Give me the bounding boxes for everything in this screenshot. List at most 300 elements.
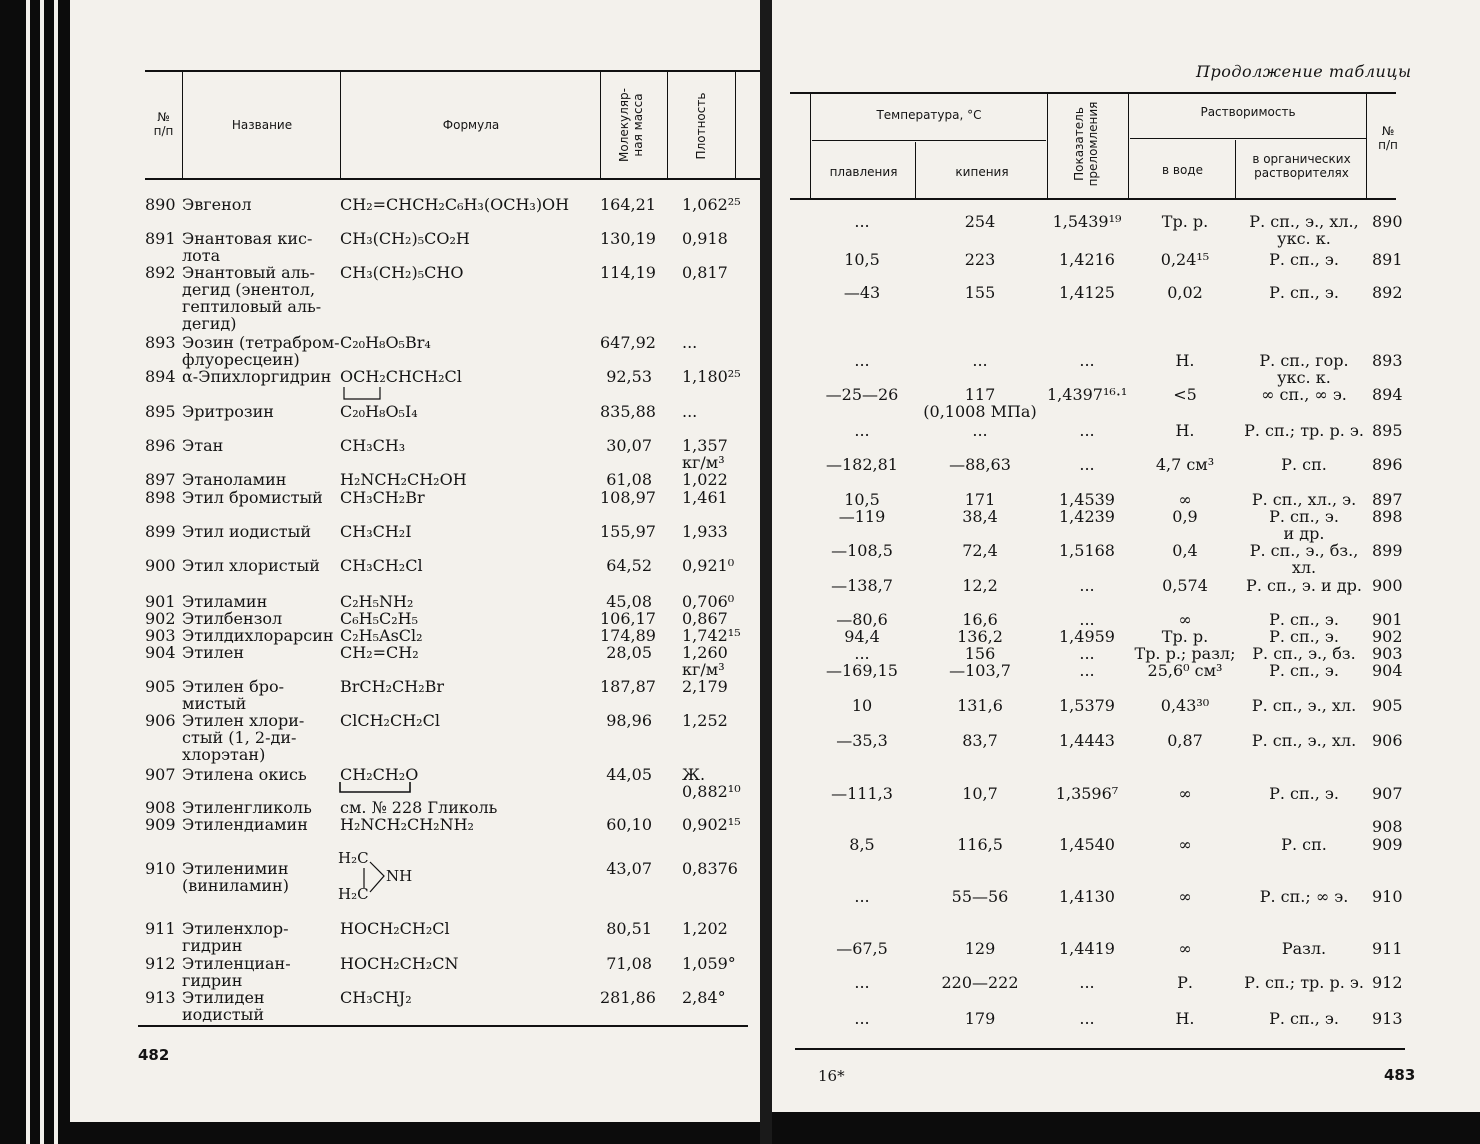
compound-name: Этиленхлор- гидрин xyxy=(182,919,289,955)
column-divider xyxy=(340,72,341,178)
boiling-point: —103,7 xyxy=(949,661,1011,680)
formula: CH₃(CH₂)₅CO₂H xyxy=(340,229,470,248)
boiling-point: ... xyxy=(972,421,988,440)
refractive-index: ... xyxy=(1079,973,1095,992)
formula: ClCH₂CH₂Cl xyxy=(340,711,440,730)
boiling-point: 117 (0,1008 МПа) xyxy=(923,385,1037,421)
row-number: 896 xyxy=(1372,455,1403,474)
row-number: 910 xyxy=(145,859,176,878)
molecular-mass: 114,19 xyxy=(600,263,656,282)
density: 1,933 xyxy=(682,522,728,541)
compound-name: Эритрозин xyxy=(182,402,274,421)
organic-solubility: Разл. xyxy=(1281,939,1327,958)
formula-910-top: H₂C xyxy=(338,849,369,867)
organic-solubility: Р. сп., э. xyxy=(1269,627,1339,646)
boiling-point: 72,4 xyxy=(962,541,998,560)
water-solubility: 0,24¹⁵ xyxy=(1160,250,1210,269)
melting-point: 8,5 xyxy=(849,835,875,854)
row-number: 912 xyxy=(145,954,176,973)
water-solubility: ∞ xyxy=(1178,610,1192,629)
boiling-point: 156 xyxy=(964,644,996,663)
boiling-point: —88,63 xyxy=(949,455,1011,474)
organic-solubility: Р. сп., э. xyxy=(1269,661,1339,680)
formula-910-nh: NH xyxy=(386,867,413,885)
header-num: № п/п xyxy=(153,110,174,138)
row-number: 899 xyxy=(145,522,176,541)
row-number: 907 xyxy=(1372,784,1403,803)
refractive-index: ... xyxy=(1079,351,1095,370)
formula-910-bottom: H₂C xyxy=(338,885,369,903)
boiling-point: 116,5 xyxy=(957,835,1003,854)
water-solubility: Н. xyxy=(1175,421,1195,440)
boiling-point: ... xyxy=(972,351,988,370)
page-number-left: 482 xyxy=(138,1046,170,1064)
melting-point: ... xyxy=(854,1009,870,1028)
row-number: 903 xyxy=(1372,644,1403,663)
organic-solubility: Р. сп.; тр. р. э. xyxy=(1244,973,1364,992)
row-number: 891 xyxy=(1372,250,1403,269)
water-solubility: 0,9 xyxy=(1172,507,1198,526)
molecular-mass: 164,21 xyxy=(600,195,656,214)
row-number: 908 xyxy=(145,798,176,817)
boiling-point: 136,2 xyxy=(957,627,1003,646)
header-organic: в органических растворителях xyxy=(1252,152,1351,180)
compound-name: Энантовый аль- дегид (энентол, гептиловый аль- дегид) xyxy=(182,263,322,333)
compound-name: Этаноламин xyxy=(182,470,287,489)
column-divider xyxy=(1128,94,1129,198)
formula: C₂₀H₈O₅Br₄ xyxy=(340,333,431,352)
refractive-index: 1,4125 xyxy=(1059,283,1115,302)
row-number: 908 xyxy=(1372,817,1403,836)
refractive-index: 1,4419 xyxy=(1059,939,1115,958)
row-number: 893 xyxy=(145,333,176,352)
row-number: 890 xyxy=(1372,212,1403,231)
refractive-index: ... xyxy=(1079,644,1095,663)
row-number: 906 xyxy=(145,711,176,730)
melting-point: ... xyxy=(854,973,870,992)
row-number: 893 xyxy=(1372,351,1403,370)
refractive-index: 1,4216 xyxy=(1059,250,1115,269)
water-solubility: 0,02 xyxy=(1167,283,1203,302)
refractive-index: 1,5439¹⁹ xyxy=(1052,212,1122,231)
molecular-mass: 92,53 xyxy=(606,367,652,386)
water-solubility: 0,4 xyxy=(1172,541,1198,560)
row-number: 909 xyxy=(145,815,176,834)
signature-mark: 16* xyxy=(818,1067,845,1085)
organic-solubility: Р. сп., э., бз., хл. xyxy=(1249,541,1359,577)
melting-point: —35,3 xyxy=(836,731,888,750)
molecular-mass: 98,96 xyxy=(606,711,652,730)
density: 1,062²⁵ xyxy=(682,195,741,214)
boiling-point: 131,6 xyxy=(957,696,1003,715)
water-solubility: 4,7 см³ xyxy=(1155,455,1215,474)
organic-solubility: Р. сп., э. и др. xyxy=(1269,507,1339,543)
organic-solubility: Р. сп. xyxy=(1281,835,1327,854)
formula: CH₃CH₂Br xyxy=(340,488,425,507)
ring-bracket-907 xyxy=(336,780,426,798)
boiling-point: 83,7 xyxy=(962,731,998,750)
formula: CH₃CH₂Cl xyxy=(340,556,423,575)
formula: HOCH₂CH₂CN xyxy=(340,954,459,973)
column-divider xyxy=(667,72,668,178)
density: 0,921⁰ xyxy=(682,556,735,575)
row-number: 890 xyxy=(145,195,176,214)
page-number-right: 483 xyxy=(1384,1066,1416,1084)
density: 1,260 кг/м³ xyxy=(682,643,728,679)
row-number: 896 xyxy=(145,436,176,455)
header-temperature: Температура, °С xyxy=(876,108,982,122)
molecular-mass: 44,05 xyxy=(606,765,652,784)
melting-point: 10 xyxy=(851,696,873,715)
melting-point: ... xyxy=(854,212,870,231)
water-solubility: ∞ xyxy=(1178,784,1192,803)
column-divider xyxy=(1047,94,1048,198)
formula: C₂H₅NH₂ xyxy=(340,592,414,611)
melting-point: ... xyxy=(854,644,870,663)
melting-point: —25—26 xyxy=(825,385,899,404)
density: 1,461 xyxy=(682,488,728,507)
melting-point: ... xyxy=(854,351,870,370)
refractive-index: ... xyxy=(1079,661,1095,680)
density: 0,706⁰ xyxy=(682,592,735,611)
compound-name: Этиленгликоль xyxy=(182,798,312,817)
aziridine-ring xyxy=(356,858,396,898)
boiling-point: 254 xyxy=(964,212,996,231)
water-solubility: ∞ xyxy=(1178,835,1192,854)
compound-name: Этилиден иодистый xyxy=(182,988,265,1024)
column-divider xyxy=(735,72,736,178)
molecular-mass: 106,17 xyxy=(600,609,656,628)
formula: CH₂=CH₂ xyxy=(340,643,419,662)
row-number: 911 xyxy=(145,919,176,938)
organic-solubility: Р. сп.; ∞ э. xyxy=(1259,887,1349,906)
boiling-point: 179 xyxy=(964,1009,996,1028)
solub-sub-rule xyxy=(1130,138,1366,139)
boiling-point: 38,4 xyxy=(962,507,998,526)
refractive-index: 1,4397¹⁶·¹ xyxy=(1047,385,1128,404)
organic-solubility: Р. сп., э., хл., укс. к. xyxy=(1249,212,1359,248)
row-number: 897 xyxy=(145,470,176,489)
row-number: 900 xyxy=(1372,576,1403,595)
molecular-mass: 45,08 xyxy=(606,592,652,611)
water-solubility: 0,87 xyxy=(1167,731,1203,750)
organic-solubility: Р. сп., э., бз. xyxy=(1252,644,1356,663)
organic-solubility: ∞ сп., ∞ э. xyxy=(1261,385,1347,404)
ring-bracket-894 xyxy=(338,385,438,405)
boiling-point: 155 xyxy=(964,283,996,302)
compound-name: Эвгенол xyxy=(182,195,252,214)
melting-point: ... xyxy=(854,887,870,906)
temp-sub-rule xyxy=(812,140,1046,141)
water-solubility: Тр. р. xyxy=(1161,627,1209,646)
organic-solubility: Р. сп., гор. укс. к. xyxy=(1259,351,1349,387)
boiling-point: 220—222 xyxy=(941,973,1019,992)
header-formula: Формула xyxy=(442,118,500,132)
table-bottom-rule xyxy=(795,1048,1405,1050)
density: 0,918 xyxy=(682,229,728,248)
column-divider xyxy=(810,94,811,198)
density: 1,742¹⁵ xyxy=(682,626,741,645)
water-solubility: Тр. р.; разл; xyxy=(1134,644,1236,663)
column-divider xyxy=(1366,94,1367,198)
row-number: 913 xyxy=(1372,1009,1403,1028)
organic-solubility: Р. сп. xyxy=(1281,455,1327,474)
book-gutter xyxy=(760,0,772,1144)
molecular-mass: 64,52 xyxy=(606,556,652,575)
molecular-mass: 108,97 xyxy=(600,488,656,507)
density: ... xyxy=(682,333,698,352)
organic-solubility: Р. сп., э., хл. xyxy=(1251,731,1357,750)
running-head: Продолжение таблицы xyxy=(1196,62,1412,81)
formula: H₂NCH₂CH₂NH₂ xyxy=(340,815,474,834)
density: 1,252 xyxy=(682,711,728,730)
header-melting: плавления xyxy=(829,165,898,179)
refractive-index: ... xyxy=(1079,455,1095,474)
organic-solubility: Р. сп., э., хл. xyxy=(1251,696,1357,715)
refractive-index: 1,3596⁷ xyxy=(1055,784,1119,803)
molecular-mass: 130,19 xyxy=(600,229,656,248)
density: Ж. 0,882¹⁰ xyxy=(682,765,741,801)
row-number: 895 xyxy=(145,402,176,421)
row-number: 901 xyxy=(145,592,176,611)
density: ... xyxy=(682,402,698,421)
compound-name: Этил бромистый xyxy=(182,488,323,507)
water-solubility: ∞ xyxy=(1178,887,1192,906)
compound-name: Этилдихлорарсин xyxy=(182,626,334,645)
row-number: 904 xyxy=(145,643,176,662)
row-number: 910 xyxy=(1372,887,1403,906)
row-number: 891 xyxy=(145,229,176,248)
row-number: 900 xyxy=(145,556,176,575)
header-bottom-rule xyxy=(790,198,1396,200)
density: 1,022 xyxy=(682,470,728,489)
water-solubility: Р. xyxy=(1177,973,1193,992)
row-number: 905 xyxy=(1372,696,1403,715)
refractive-index: 1,4540 xyxy=(1059,835,1115,854)
row-number: 895 xyxy=(1372,421,1403,440)
compound-name: Эозин (тетрабром- флуоресцеин) xyxy=(182,333,340,369)
row-number: 902 xyxy=(145,609,176,628)
density: 2,84° xyxy=(682,988,726,1007)
row-number: 913 xyxy=(145,988,176,1007)
row-number: 892 xyxy=(145,263,176,282)
refractive-index: ... xyxy=(1079,421,1095,440)
melting-point: —80,6 xyxy=(836,610,888,629)
density: 0,817 xyxy=(682,263,728,282)
refractive-index: 1,4443 xyxy=(1059,731,1115,750)
melting-point: 10,5 xyxy=(844,250,880,269)
row-number: 907 xyxy=(145,765,176,784)
water-solubility: ∞ xyxy=(1178,490,1192,509)
row-number: 903 xyxy=(145,626,176,645)
compound-name: Этиленциан- гидрин xyxy=(182,954,291,990)
organic-solubility: Р. сп.; тр. р. э. xyxy=(1244,421,1364,440)
refractive-index: 1,5379 xyxy=(1059,696,1115,715)
column-divider xyxy=(182,72,183,178)
column-divider xyxy=(600,72,601,178)
water-solubility: Тр. р. xyxy=(1161,212,1209,231)
molecular-mass: 71,08 xyxy=(606,954,652,973)
formula: HOCH₂CH₂Cl xyxy=(340,919,450,938)
density: 1,180²⁵ xyxy=(682,367,741,386)
density: 1,059° xyxy=(682,954,736,973)
compound-name: Этилена окись xyxy=(182,765,307,784)
row-number: 905 xyxy=(145,677,176,696)
molecular-mass: 43,07 xyxy=(606,859,652,878)
molecular-mass: 61,08 xyxy=(606,470,652,489)
water-solubility: <5 xyxy=(1173,385,1197,404)
boiling-point: 12,2 xyxy=(962,576,998,595)
refractive-index: 1,4239 xyxy=(1059,507,1115,526)
boiling-point: 16,6 xyxy=(962,610,998,629)
compound-name: Этилен хлори- стый (1, 2-ди- хлорэтан) xyxy=(182,711,305,764)
header-name: Название xyxy=(231,118,293,132)
column-divider xyxy=(1235,140,1236,198)
formula: C₂H₅AsCl₂ xyxy=(340,626,423,645)
molecular-mass: 155,97 xyxy=(600,522,656,541)
molecular-mass: 174,89 xyxy=(600,626,656,645)
compound-name: Этиламин xyxy=(182,592,268,611)
melting-point: —43 xyxy=(843,283,881,302)
density: 2,179 xyxy=(682,677,728,696)
row-number: 911 xyxy=(1372,939,1403,958)
melting-point: ... xyxy=(854,421,870,440)
row-number: 912 xyxy=(1372,973,1403,992)
header-bottom-rule xyxy=(145,178,760,180)
boiling-point: 171 xyxy=(964,490,996,509)
row-number: 894 xyxy=(1372,385,1403,404)
table-bottom-rule xyxy=(138,1025,748,1027)
water-solubility: 0,43³⁰ xyxy=(1160,696,1210,715)
header-water: в воде xyxy=(1162,163,1203,177)
compound-name: Этил иодистый xyxy=(182,522,312,541)
formula: CH₃CHJ₂ xyxy=(340,988,412,1007)
formula: H₂NCH₂CH₂OH xyxy=(340,470,467,489)
molecular-mass: 187,87 xyxy=(600,677,656,696)
molecular-mass: 281,86 xyxy=(600,988,656,1007)
melting-point: —138,7 xyxy=(831,576,893,595)
refractive-index: ... xyxy=(1079,576,1095,595)
compound-name: Этилендиамин xyxy=(182,815,308,834)
compound-name: Этилен xyxy=(182,643,245,662)
formula: C₂₀H₈O₅I₄ xyxy=(340,402,418,421)
row-number: 909 xyxy=(1372,835,1403,854)
melting-point: —182,81 xyxy=(826,455,898,474)
page-edge xyxy=(26,0,30,1144)
organic-solubility: Р. сп., э. xyxy=(1269,1009,1339,1028)
molecular-mass: 80,51 xyxy=(606,919,652,938)
compound-name: Этилбензол xyxy=(182,609,283,628)
density: 0,867 xyxy=(682,609,728,628)
row-number: 894 xyxy=(145,367,176,386)
boiling-point: 129 xyxy=(964,939,996,958)
water-solubility: Н. xyxy=(1175,351,1195,370)
formula: OCH₂CHCH₂Cl xyxy=(340,367,462,386)
molecular-mass: 835,88 xyxy=(600,402,656,421)
header-solubility: Растворимость xyxy=(1200,105,1296,119)
formula: CH₂CH₂O xyxy=(340,765,419,784)
melting-point: —169,15 xyxy=(826,661,898,680)
water-solubility: Н. xyxy=(1175,1009,1195,1028)
formula: см. № 228 Гликоль xyxy=(340,798,498,817)
row-number: 899 xyxy=(1372,541,1403,560)
water-solubility: 25,6⁰ см³ xyxy=(1147,661,1223,680)
formula: CH₃(CH₂)₅CHO xyxy=(340,263,464,282)
organic-solubility: Р. сп., э. и др. xyxy=(1246,576,1362,595)
row-number: 901 xyxy=(1372,610,1403,629)
row-number: 892 xyxy=(1372,283,1403,302)
refractive-index: 1,4959 xyxy=(1059,627,1115,646)
formula: CH₃CH₃ xyxy=(340,436,406,455)
organic-solubility: Р. сп., хл., э. xyxy=(1251,490,1357,509)
header-refraction: Показатель преломления xyxy=(1072,101,1100,187)
row-number: 904 xyxy=(1372,661,1403,680)
row-number: 906 xyxy=(1372,731,1403,750)
page-edge xyxy=(40,0,44,1144)
melting-point: —67,5 xyxy=(836,939,888,958)
compound-name: Этил хлористый xyxy=(182,556,320,575)
melting-point: —119 xyxy=(838,507,886,526)
page-edge xyxy=(54,0,58,1144)
formula: CH₃CH₂I xyxy=(340,522,412,541)
refractive-index: ... xyxy=(1079,610,1095,629)
boiling-point: 10,7 xyxy=(962,784,998,803)
compound-name: Этиленимин (виниламин) xyxy=(182,859,289,895)
formula: C₆H₅C₂H₅ xyxy=(340,609,419,628)
water-solubility: ∞ xyxy=(1178,939,1192,958)
organic-solubility: Р. сп., э. xyxy=(1269,610,1339,629)
molecular-mass: 28,05 xyxy=(606,643,652,662)
refractive-index: 1,4130 xyxy=(1059,887,1115,906)
header-num-right: № п/п xyxy=(1378,124,1398,152)
density: 1,202 xyxy=(682,919,728,938)
compound-name: Этилен бро- мистый xyxy=(182,677,285,713)
refractive-index: 1,5168 xyxy=(1059,541,1115,560)
molecular-mass: 30,07 xyxy=(606,436,652,455)
header-mass: Молекуляр- ная масса xyxy=(617,88,645,162)
melting-point: —111,3 xyxy=(831,784,893,803)
refractive-index: 1,4539 xyxy=(1059,490,1115,509)
organic-solubility: Р. сп., э. xyxy=(1269,250,1339,269)
molecular-mass: 60,10 xyxy=(606,815,652,834)
column-divider xyxy=(915,142,916,198)
density: 1,357 кг/м³ xyxy=(682,436,728,472)
header-boiling: кипения xyxy=(955,165,1009,179)
formula: CH₂=CHCH₂C₆H₃(OCH₃)OH xyxy=(340,195,570,214)
row-number: 898 xyxy=(145,488,176,507)
compound-name: Энантовая кис- лота xyxy=(182,229,313,265)
boiling-point: 223 xyxy=(964,250,996,269)
organic-solubility: Р. сп., э. xyxy=(1269,283,1339,302)
water-solubility: 0,574 xyxy=(1162,576,1208,595)
refractive-index: ... xyxy=(1079,1009,1095,1028)
melting-point: 10,5 xyxy=(844,490,880,509)
compound-name: α-Эпихлоргидрин xyxy=(182,367,332,386)
row-number: 902 xyxy=(1372,627,1403,646)
organic-solubility: Р. сп., э. xyxy=(1269,784,1339,803)
melting-point: —108,5 xyxy=(831,541,893,560)
boiling-point: 55—56 xyxy=(951,887,1009,906)
header-density: Плотность xyxy=(694,92,708,160)
melting-point: 94,4 xyxy=(844,627,880,646)
density: 0,902¹⁵ xyxy=(682,815,741,834)
density: 0,8376 xyxy=(682,859,738,878)
molecular-mass: 647,92 xyxy=(600,333,656,352)
formula: BrCH₂CH₂Br xyxy=(340,677,445,696)
row-number: 897 xyxy=(1372,490,1403,509)
row-number: 898 xyxy=(1372,507,1403,526)
compound-name: Этан xyxy=(182,436,224,455)
